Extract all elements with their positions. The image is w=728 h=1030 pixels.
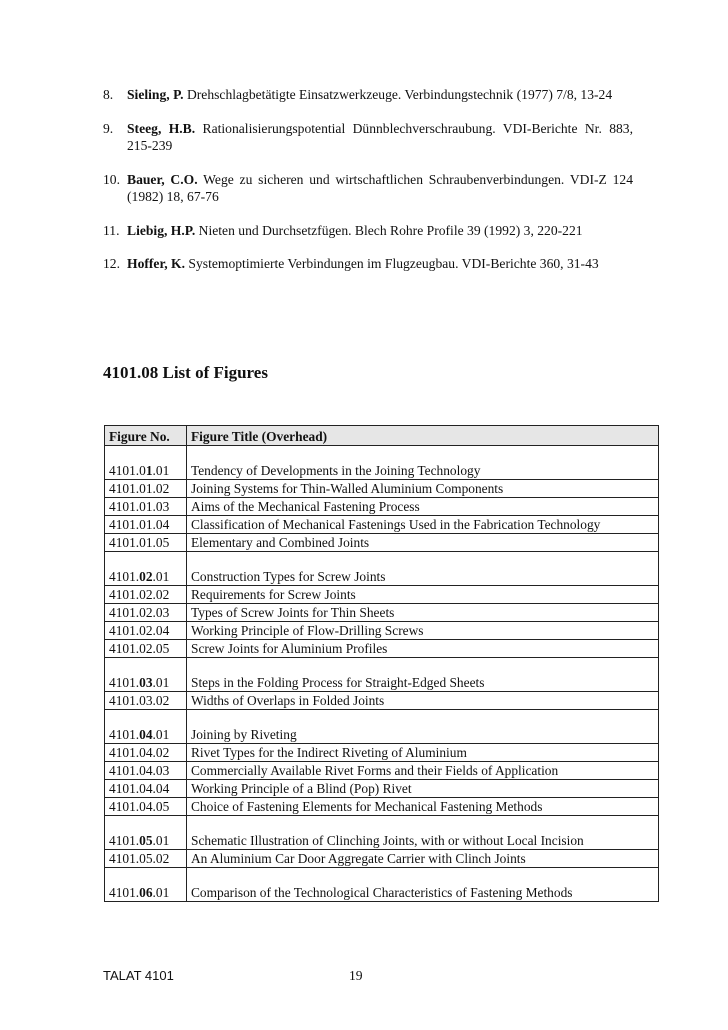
table-row xyxy=(105,658,659,692)
figure-title-cell: Requirements for Screw Joints xyxy=(187,586,659,604)
figure-title-cell: An Aluminium Car Door Aggregate Carrier with Clinch Joints xyxy=(187,850,659,868)
figure-number-cell xyxy=(105,604,187,622)
figure-number-cell xyxy=(105,534,187,552)
figure-number-bold: 1 xyxy=(145,463,153,478)
footer-document-id: TALAT 4101 xyxy=(103,968,174,983)
reference-citation: Wege zu sicheren und wirtschaftlichen Schraubenverbindungen. VDI-Z 124 (1982) 18, 67-76 xyxy=(127,171,633,204)
figure-title-cell: Screw Joints for Aluminium Profiles xyxy=(187,640,659,658)
figure-number-cell xyxy=(105,780,187,798)
figure-number-pre: 4101.03.02 xyxy=(109,693,170,708)
figure-number-pre: 4101.02.03 xyxy=(109,605,170,620)
figures-table xyxy=(104,425,659,902)
reference-author: Hoffer, K. xyxy=(127,256,186,271)
figure-number-cell xyxy=(105,692,187,710)
figure-number-cell xyxy=(105,480,187,498)
figure-number-pre: 4101.02.02 xyxy=(109,587,170,602)
reference-number: 8. xyxy=(103,87,114,102)
figure-title-cell: Working Principle of Flow-Drilling Screws xyxy=(187,622,659,640)
reference-citation: Drehschlagbetätigte Einsatzwerkzeuge. Verbindungstechnik (1977) 7/8, 13-24 xyxy=(186,87,613,102)
table-row xyxy=(105,516,659,534)
figure-title-cell: Aims of the Mechanical Fastening Process xyxy=(187,498,659,516)
reference-text xyxy=(127,255,633,273)
reference-author: Bauer, C.O. xyxy=(127,171,198,187)
figure-number-post: .01 xyxy=(152,569,170,584)
figure-number-pre: 4101.04.02 xyxy=(109,745,170,760)
figure-number-cell xyxy=(105,658,187,692)
figure-number-cell xyxy=(105,798,187,816)
figure-number-pre: 4101. xyxy=(109,885,140,900)
figure-number-post: .01 xyxy=(152,463,170,478)
figure-number-cell xyxy=(105,586,187,604)
figure-number-pre: 4101. xyxy=(109,675,140,690)
table-row xyxy=(105,586,659,604)
figure-title-cell: Types of Screw Joints for Thin Sheets xyxy=(187,604,659,622)
table-row xyxy=(105,762,659,780)
figure-number-cell xyxy=(105,446,187,480)
reference-list xyxy=(103,86,633,289)
reference-author: Steeg, H.B. xyxy=(127,120,196,136)
figure-number-cell xyxy=(105,744,187,762)
figure-title-cell: Widths of Overlaps in Folded Joints xyxy=(187,692,659,710)
figure-number-pre: 4101. xyxy=(109,833,140,848)
figure-title-cell: Steps in the Folding Process for Straight-Edged Sheets xyxy=(187,658,659,692)
figure-number-bold: 03 xyxy=(139,675,153,690)
figure-number-cell xyxy=(105,868,187,902)
header-figure-title: Figure Title (Overhead) xyxy=(187,426,659,446)
figure-number-pre: 4101.04.03 xyxy=(109,763,170,778)
figure-number-pre: 4101. xyxy=(109,727,140,742)
table-row xyxy=(105,798,659,816)
figure-title-cell: Schematic Illustration of Clinching Joints, with or without Local Incision xyxy=(187,816,659,850)
table-row xyxy=(105,780,659,798)
figure-number-pre: 4101.02.04 xyxy=(109,623,170,638)
reference-author: Liebig, H.P. xyxy=(127,222,196,238)
figure-number-cell xyxy=(105,816,187,850)
reference-text xyxy=(127,171,633,206)
figure-number-pre: 4101.01.04 xyxy=(109,517,170,532)
figure-title-cell: Commercially Available Rivet Forms and their Fields of Application xyxy=(187,762,659,780)
table-row xyxy=(105,552,659,586)
table-row xyxy=(105,534,659,552)
figure-number-pre: 4101.01.05 xyxy=(109,535,170,550)
figure-number-pre: 4101.0 xyxy=(109,463,146,478)
reference-text xyxy=(127,120,633,155)
header-figure-no: Figure No. xyxy=(105,426,187,446)
table-row xyxy=(105,868,659,902)
reference-item xyxy=(103,222,633,240)
figure-number-post: .01 xyxy=(152,727,170,742)
table-row xyxy=(105,850,659,868)
figure-title-cell: Classification of Mechanical Fastenings Used in the Fabrication Technology xyxy=(187,516,659,534)
table-header-row xyxy=(105,426,659,446)
figure-title-cell: Elementary and Combined Joints xyxy=(187,534,659,552)
figure-number-cell xyxy=(105,516,187,534)
figure-title-cell: Joining by Riveting xyxy=(187,710,659,744)
figure-title-cell: Construction Types for Screw Joints xyxy=(187,552,659,586)
figure-number-cell xyxy=(105,710,187,744)
figure-number-bold: 06 xyxy=(139,885,153,900)
table-row xyxy=(105,816,659,850)
reference-citation: Nieten und Durchsetzfügen. Blech Rohre Profile 39 (1992) 3, 220-221 xyxy=(198,222,583,238)
figure-title-cell: Choice of Fastening Elements for Mechanical Fastening Methods xyxy=(187,798,659,816)
figure-number-pre: 4101.04.05 xyxy=(109,799,170,814)
table-row xyxy=(105,480,659,498)
section-title: 4101.08 List of Figures xyxy=(103,363,268,382)
figure-title-cell: Tendency of Developments in the Joining Technology xyxy=(187,446,659,480)
figure-number-pre: 4101.02.05 xyxy=(109,641,170,656)
reference-number: 10. xyxy=(103,171,120,187)
figure-number-cell xyxy=(105,850,187,868)
figure-number-bold: 05 xyxy=(139,833,153,848)
reference-author: Sieling, P. xyxy=(127,87,184,102)
table-row xyxy=(105,710,659,744)
footer-page-number: 19 xyxy=(349,968,363,983)
reference-citation: Rationalisierungspotential Dünnblechverschraubung. VDI-Berichte Nr. 883, 215-239 xyxy=(127,120,633,153)
figure-title-cell: Comparison of the Technological Characteristics of Fastening Methods xyxy=(187,868,659,902)
table-row xyxy=(105,692,659,710)
table-row xyxy=(105,744,659,762)
reference-number: 9. xyxy=(103,120,114,136)
figure-title-cell: Joining Systems for Thin-Walled Aluminium Components xyxy=(187,480,659,498)
reference-number: 12. xyxy=(103,256,120,271)
figure-number-pre: 4101.01.03 xyxy=(109,499,170,514)
figure-number-pre: 4101.04.04 xyxy=(109,781,170,796)
reference-item xyxy=(103,255,633,273)
figure-number-post: .01 xyxy=(152,675,170,690)
figure-number-cell xyxy=(105,640,187,658)
table-row xyxy=(105,498,659,516)
figure-number-pre: 4101. xyxy=(109,569,140,584)
figure-number-post: .01 xyxy=(152,885,170,900)
reference-citation: Systemoptimierte Verbindungen im Flugzeugbau. VDI-Berichte 360, 31-43 xyxy=(188,256,599,271)
figure-number-post: .01 xyxy=(152,833,170,848)
reference-item xyxy=(103,86,633,104)
figure-number-cell xyxy=(105,552,187,586)
figure-number-cell xyxy=(105,498,187,516)
figure-number-cell xyxy=(105,762,187,780)
reference-item xyxy=(103,171,633,206)
table-row xyxy=(105,640,659,658)
figure-number-pre: 4101.01.02 xyxy=(109,481,170,496)
figure-number-cell xyxy=(105,622,187,640)
figure-number-pre: 4101.05.02 xyxy=(109,851,170,866)
table-row xyxy=(105,622,659,640)
figure-title-cell: Working Principle of a Blind (Pop) Rivet xyxy=(187,780,659,798)
figure-number-bold: 04 xyxy=(139,727,153,742)
reference-number: 11. xyxy=(103,222,120,238)
reference-item xyxy=(103,120,633,155)
figure-number-bold: 02 xyxy=(139,569,153,584)
reference-text xyxy=(127,222,633,240)
table-row xyxy=(105,604,659,622)
table-row xyxy=(105,446,659,480)
reference-text xyxy=(127,86,633,104)
figure-title-cell: Rivet Types for the Indirect Riveting of Aluminium xyxy=(187,744,659,762)
